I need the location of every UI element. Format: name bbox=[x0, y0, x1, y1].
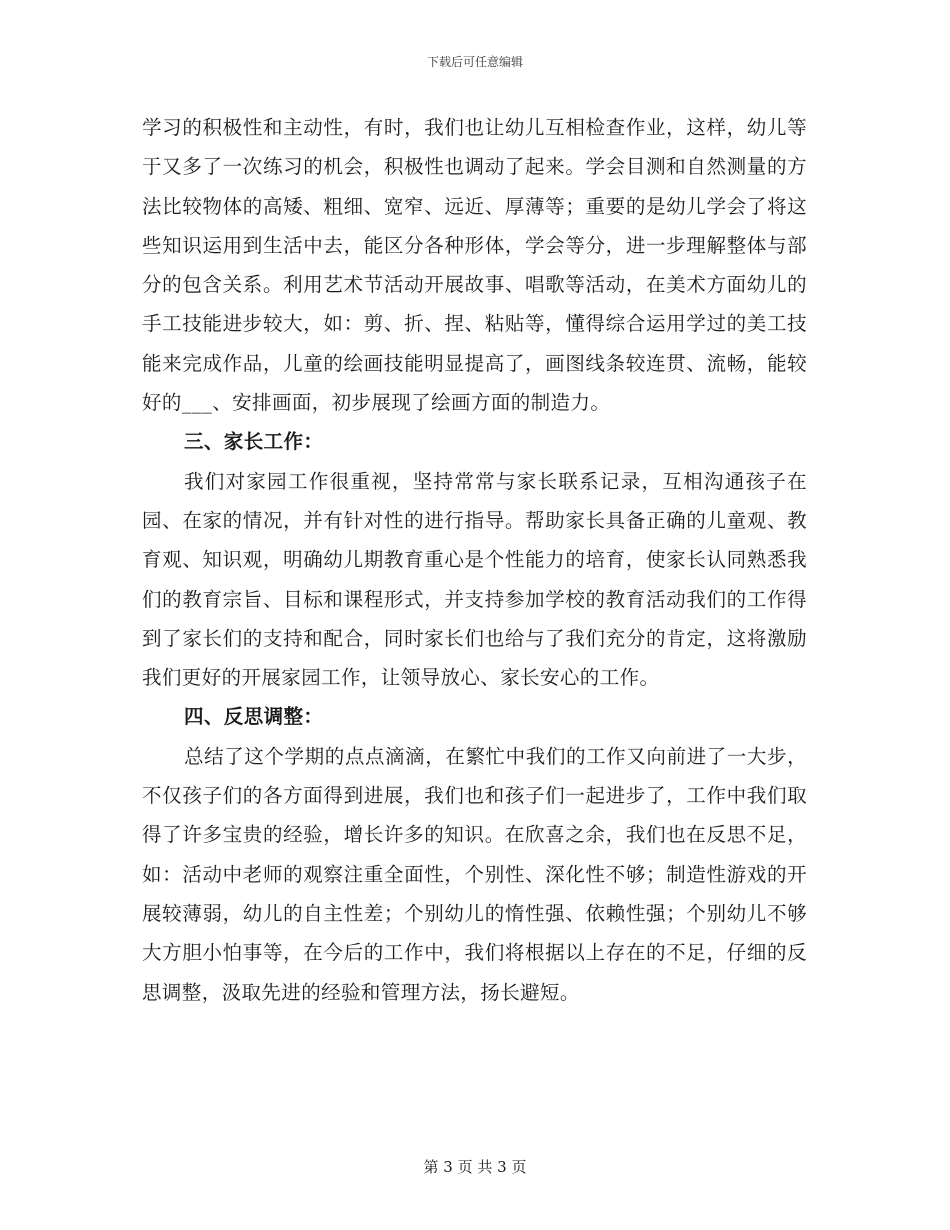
paragraph-parent-work: 我们对家园工作很重视，坚持常常与家长联系记录，互相沟通孩子在园、在家的情况，并有针对性的进行指导。帮助家长具备正确的儿童观、教育观、知识观，明确幼儿期教育重心是个性能力的培育，使家长认同熟悉我们的教育宗旨、目标和课程形式，并支持参加学校的教育活动我们的工作得到了家长们的支持和配合，同时家长们也给与了我们充分的肯定，这将激励我们更好的开展家园工作，让领导放心、家长安心的工作。 bbox=[142, 469, 807, 690]
page-number-footer: 第 3 页 共 3 页 bbox=[423, 1158, 527, 1176]
document-body bbox=[142, 108, 807, 1012]
section-heading-parent-work: 三、家长工作： bbox=[184, 430, 324, 454]
paragraph-reflection: 总结了这个学期的点点滴滴，在繁忙中我们的工作又向前进了一大步，不仅孩子们的各方面得到进展，我们也和孩子们一起进步了，工作中我们取得了许多宝贵的经验，增长许多的知识。在欣喜之余，我们也在反思不足，如：活动中老师的观察注重全面性，个别性、深化性不够；制造性游戏的开展较薄弱，幼儿的自主性差；个别幼儿的惰性强、依赖性强；个别幼儿不够大方胆小怕事等，在今后的工作中，我们将根据以上存在的不足，仔细的反思调整，汲取先进的经验和管理方法，扬长避短。 bbox=[142, 744, 807, 1004]
section-heading-reflection: 四、反思调整： bbox=[184, 705, 324, 729]
page-header-note: 下载后可任意编辑 bbox=[426, 55, 523, 69]
paragraph-learning-summary: 学习的积极性和主动性，有时，我们也让幼儿互相检查作业，这样，幼儿等于又多了一次练习的机会，积极性也调动了起来。学会目测和自然测量的方法比较物体的高矮、粗细、宽窄、远近、厚薄等；重要的是幼儿学会了将这些知识运用到生活中去，能区分各种形体，学会等分，进一步理解整体与部分的包含关系。利用艺术节活动开展故事、唱歌等活动，在美术方面幼儿的手工技能进步较大，如：剪、折、捏、粘贴等，懂得综合运用学过的美工技能来完成作品，儿童的绘画技能明显提高了，画图线条较连贯、流畅，能较好的___、安排画面，初步展现了绘画方面的制造力。 bbox=[142, 116, 807, 415]
